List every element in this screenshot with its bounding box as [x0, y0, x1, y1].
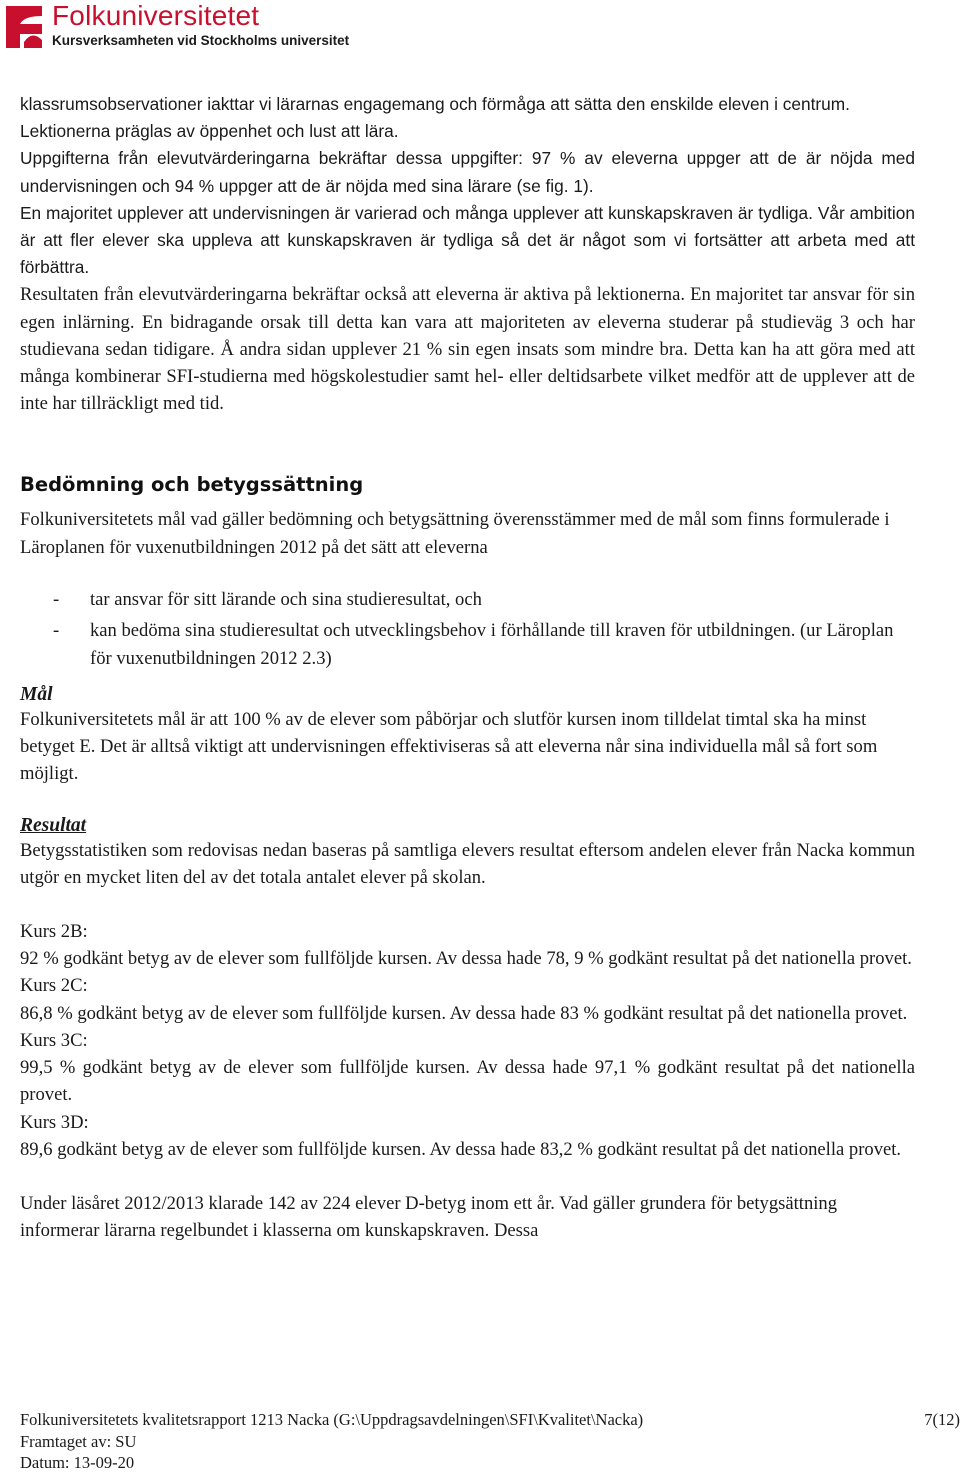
goal-heading: Mål: [20, 684, 53, 706]
course-name: Kurs 3D:: [20, 1111, 89, 1133]
logo-mark-icon: [2, 2, 46, 52]
list-item: - tar ansvar för sitt lärande och sina studieresultat, och: [53, 588, 482, 610]
section-intro: Folkuniversitetets mål vad gäller bedömning och betygsättning överensstämmer med de mål som finns formulerade i Läroplanen för vuxenutbildningen 2012 på det sätt att eleverna: [20, 509, 890, 558]
list-item: - kan bedöma sina studieresultat och utvecklingsbehov i förhållande till kraven för utbildningen. (ur Läroplan för vuxenutbildningen 2012 2.3): [53, 620, 894, 669]
course-result: 86,8 % godkänt betyg av de elever som fullföljde kursen. Av dessa hade 83 % godkänt resultat på det nationella provet.: [20, 1002, 908, 1024]
course-result: 99,5 % godkänt betyg av de elever som fullföljde kursen. Av dessa hade 97,1 % godkänt resultat på det nationella provet.: [20, 1057, 915, 1106]
folkuniversitetet-logo: [0, 0, 400, 58]
closing-paragraph: Under läsåret 2012/2013 klarade 142 av 224 elever D-betyg inom ett år. Vad gäller grundera för betygsättning informerar lärarna regelbundet i klasserna om kunskapskraven. Dessa: [20, 1192, 838, 1242]
document-body: [20, 91, 915, 1244]
course-name: Kurs 3C:: [20, 1029, 88, 1051]
footer-author: Framtaget av: SU: [20, 1431, 137, 1451]
results-paragraph: Resultaten från elevutvärderingarna bekräftar också att eleverna är aktiva på lektionerna. En majoritet tar ansvar för sin egen inlärning. En bidragande orsak till detta kan vara att majoriteten av eleverna studerar på studieväg 3 och har studievana sedan tidigare. Å andra sidan upplever 21 % sin egen insats som mindre bra. Detta kan ha att göra med att många kombinerar SFI-studierna med högskolestudier samt hel- eller deltidsarbete vilket medför att de upplever att de inte har tillräckligt med tid.: [20, 284, 915, 415]
goals-list: [20, 586, 915, 672]
intro-paragraph: klassrumsobservationer iakttar vi lärarnas engagemang och förmåga att sätta den enskilde eleven i centrum. Lektionerna präglas av öppenhet och lust att lära.: [20, 94, 850, 142]
result-heading: Resultat: [20, 814, 87, 836]
result-paragraph: Betygsstatistiken som redovisas nedan baseras på samtliga elevers resultat eftersom andelen elever från Nacka kommun utgör en mycket liten del av det totala antalet elever på skolan.: [20, 839, 915, 888]
section-heading: Bedömning och betygssättning: [20, 473, 364, 497]
course-result: 92 % godkänt betyg av de elever som fullföljde kursen. Av dessa hade 78, 9 % godkänt resultat på det nationella provet.: [20, 948, 912, 970]
org-name: Folkuniversitetet: [52, 0, 260, 31]
footer-document-path: Folkuniversitetets kvalitetsrapport 1213 Nacka (G:\Uppdragsavdelningen\SFI\Kvalitet\Nacka): [20, 1410, 644, 1429]
page-footer: [20, 1409, 960, 1474]
footer-date: Datum: 13-09-20: [20, 1453, 135, 1472]
evaluation-paragraph: Uppgifterna från elevutvärderingarna bekräftar dessa uppgifter: 97 % av eleverna uppger att de är nöjda med undervisningen och 94 % uppger att de är nöjda med sina lärare (se fig. 1).: [20, 148, 915, 196]
course-name: Kurs 2C:: [20, 975, 88, 997]
page-number: 7(12): [924, 1410, 960, 1429]
variation-paragraph: En majoritet upplever att undervisningen är varierad och många upplever att kunskapskraven är tydliga. Vår ambition är att fler elever ska uppleva att kunskapskraven är tydliga så det är något som vi fortsätter att arbeta med att förbättra.: [20, 202, 915, 278]
org-subtitle: Kursverksamheten vid Stockholms universitet: [52, 33, 350, 48]
goal-paragraph: Folkuniversitetets mål är att 100 % av de elever som påbörjar och slutför kursen inom tilldelat timtal ska ha minst betyget E. Det är alltså viktigt att undervisningen effektiviseras så att eleverna når sina individuella mål så fort som möjligt.: [20, 709, 878, 785]
course-result: 89,6 godkänt betyg av de elever som fullföljde kursen. Av dessa hade 83,2 % godkänt resultat på det nationella provet.: [20, 1138, 902, 1160]
course-name: Kurs 2B:: [20, 921, 88, 943]
